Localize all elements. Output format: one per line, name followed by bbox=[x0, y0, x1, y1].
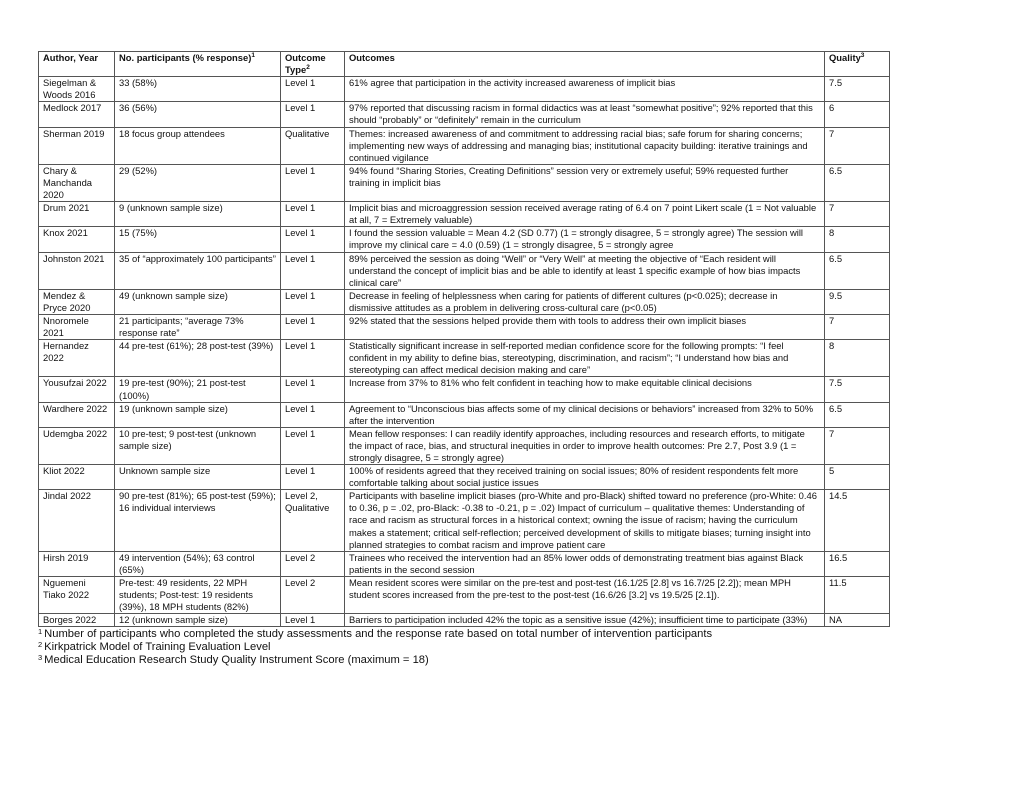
header-outcome-type: Outcome Type$^2$ bbox=[281, 52, 345, 77]
table-row bbox=[39, 427, 890, 464]
cell-quality: 11.5 bbox=[825, 576, 890, 613]
cell-participants: 35 of “approximately 100 participants” bbox=[115, 252, 281, 289]
table-row bbox=[39, 576, 890, 613]
cell-outcome-type: Level 1 bbox=[281, 252, 345, 289]
cell-outcomes: Agreement to “Unconscious bias affects some of my clinical decisions or behaviors” increased from 32% to 50% after the intervention bbox=[345, 402, 825, 427]
cell-quality: 6.5 bbox=[825, 402, 890, 427]
cell-quality: 7 bbox=[825, 314, 890, 339]
cell-outcomes: Barriers to participation included 42% the topic as a sensitive issue (42%); insufficient time to participate (33%) bbox=[345, 614, 825, 627]
header-author-year: Author, Year bbox=[39, 52, 115, 77]
cell-author-year: Medlock 2017 bbox=[39, 102, 115, 127]
cell-outcome-type: Level 1 bbox=[281, 340, 345, 377]
table-row bbox=[39, 377, 890, 402]
cell-outcomes: 97% reported that discussing racism in formal didactics was at least “somewhat positive”; 92% reported that this should “probably” or “definitely” remain in the curriculum bbox=[345, 102, 825, 127]
cell-participants: 19 pre-test (90%); 21 post-test (100%) bbox=[115, 377, 281, 402]
table-row bbox=[39, 289, 890, 314]
cell-outcomes: 61% agree that participation in the activity increased awareness of implicit bias bbox=[345, 77, 825, 102]
cell-participants: 18 focus group attendees bbox=[115, 127, 281, 164]
table-row bbox=[39, 340, 890, 377]
table-row bbox=[39, 77, 890, 102]
cell-participants: 90 pre-test (81%); 65 post-test (59%); 16 individual interviews bbox=[115, 490, 281, 551]
cell-outcome-type: Level 1 bbox=[281, 427, 345, 464]
cell-participants: 12 (unknown sample size) bbox=[115, 614, 281, 627]
cell-outcome-type: Level 1 bbox=[281, 402, 345, 427]
cell-quality: 7 bbox=[825, 427, 890, 464]
table-row bbox=[39, 402, 890, 427]
cell-author-year: Johnston 2021 bbox=[39, 252, 115, 289]
cell-outcomes: Implicit bias and microaggression session received average rating of 6.4 on 7 point Likert scale (1 = Not valuable at all, 7 = Extremely valuable) bbox=[345, 202, 825, 227]
table-row bbox=[39, 202, 890, 227]
cell-author-year: Nnoromele 2021 bbox=[39, 314, 115, 339]
cell-outcomes: Decrease in feeling of helplessness when caring for patients of different cultures (p<0.025); decrease in dismissive attitudes as a problem in delivering cross-cultural care (p<0.05) bbox=[345, 289, 825, 314]
table-header-row bbox=[39, 52, 890, 77]
cell-outcomes: Mean resident scores were similar on the pre-test and post-test (16.1/25 [2.8] vs 16.7/25 [2.2]); mean MPH student scores increased from the pre-test to the post-test (16.6/26 [3.2] vs 19.5/25 [2.1]). bbox=[345, 576, 825, 613]
cell-author-year: Kliot 2022 bbox=[39, 465, 115, 490]
cell-quality: 5 bbox=[825, 465, 890, 490]
cell-outcome-type: Level 2, Qualitative bbox=[281, 490, 345, 551]
cell-author-year: Sherman 2019 bbox=[39, 127, 115, 164]
cell-outcomes: Themes: increased awareness of and commitment to addressing racial bias; safe forum for sharing concerns; implementing new ways of addressing and managing bias; institutional capacity building: iterative trainings and continued vigilance bbox=[345, 127, 825, 164]
cell-participants: 10 pre-test; 9 post-test (unknown sample size) bbox=[115, 427, 281, 464]
cell-outcome-type: Level 1 bbox=[281, 614, 345, 627]
cell-outcome-type: Level 1 bbox=[281, 289, 345, 314]
cell-quality: 7 bbox=[825, 202, 890, 227]
cell-outcome-type: Level 1 bbox=[281, 102, 345, 127]
footnotes bbox=[38, 628, 889, 667]
cell-outcomes: Increase from 37% to 81% who felt confident in teaching how to make equitable clinical decisions bbox=[345, 377, 825, 402]
cell-participants: 33 (58%) bbox=[115, 77, 281, 102]
header-participants: No. participants (% response)$^1$ bbox=[115, 52, 281, 77]
cell-author-year: Jindal 2022 bbox=[39, 490, 115, 551]
cell-quality: 9.5 bbox=[825, 289, 890, 314]
cell-author-year: Mendez & Pryce 2020 bbox=[39, 289, 115, 314]
cell-participants: Pre-test: 49 residents, 22 MPH students; Post-test: 19 residents (39%), 18 MPH students (82%) bbox=[115, 576, 281, 613]
cell-author-year: Nguemeni Tiako 2022 bbox=[39, 576, 115, 613]
cell-participants: 9 (unknown sample size) bbox=[115, 202, 281, 227]
cell-quality: 7 bbox=[825, 127, 890, 164]
cell-outcome-type: Level 1 bbox=[281, 314, 345, 339]
cell-outcomes: 94% found “Sharing Stories, Creating Definitions” session very or extremely useful; 59% requested further training in implicit bias bbox=[345, 164, 825, 201]
footnote: $^2$ Kirkpatrick Model of Training Evaluation Level bbox=[38, 640, 271, 654]
cell-participants: 19 (unknown sample size) bbox=[115, 402, 281, 427]
table-row bbox=[39, 227, 890, 252]
cell-quality: 14.5 bbox=[825, 490, 890, 551]
table-row bbox=[39, 252, 890, 289]
table-row bbox=[39, 614, 890, 627]
table-row bbox=[39, 465, 890, 490]
cell-outcomes: 92% stated that the sessions helped provide them with tools to address their own implicit biases bbox=[345, 314, 825, 339]
cell-participants: 21 participants; “average 73% response rate” bbox=[115, 314, 281, 339]
cell-outcomes: Statistically significant increase in self-reported median confidence score for the following prompts: “I feel confident in my ability to define bias, stereotyping, discrimination, and racism”; “I understand how bias and stereotyping can affect medical decision making and care” bbox=[345, 340, 825, 377]
cell-outcome-type: Level 1 bbox=[281, 227, 345, 252]
cell-outcomes: Trainees who received the intervention had an 85% lower odds of demonstrating treatment bias against Black patients in the second session bbox=[345, 551, 825, 576]
cell-quality: 8 bbox=[825, 227, 890, 252]
footnote: $^3$ Medical Education Research Study Quality Instrument Score (maximum = 18) bbox=[38, 653, 429, 667]
table-row bbox=[39, 551, 890, 576]
cell-author-year: Hernandez 2022 bbox=[39, 340, 115, 377]
cell-outcome-type: Level 1 bbox=[281, 377, 345, 402]
cell-participants: 49 (unknown sample size) bbox=[115, 289, 281, 314]
cell-author-year: Knox 2021 bbox=[39, 227, 115, 252]
cell-outcome-type: Level 1 bbox=[281, 202, 345, 227]
header-outcomes: Outcomes bbox=[345, 52, 825, 77]
cell-quality: 6.5 bbox=[825, 252, 890, 289]
cell-author-year: Borges 2022 bbox=[39, 614, 115, 627]
cell-author-year: Yousufzai 2022 bbox=[39, 377, 115, 402]
document-page bbox=[38, 51, 889, 667]
cell-quality: NA bbox=[825, 614, 890, 627]
cell-author-year: Udemgba 2022 bbox=[39, 427, 115, 464]
cell-quality: 7.5 bbox=[825, 377, 890, 402]
cell-outcome-type: Level 1 bbox=[281, 465, 345, 490]
cell-participants: 36 (56%) bbox=[115, 102, 281, 127]
cell-outcomes: Participants with baseline implicit biases (pro-White and pro-Black) shifted toward no preference (pro-White: 0.46 to 0.36, p = .02, pro-Black: -0.38 to -0.21, p = .02) Impact of curriculum – qualitative themes: Understanding of race and racism as structural forces in a historical context; owning the issue of racism; having the curriculum makes a statement; critical self-reflection; perceived development of skills to mitigate biases; turning insight into planned strategies to combat racism and improve patient care bbox=[345, 490, 825, 551]
cell-quality: 6.5 bbox=[825, 164, 890, 201]
cell-author-year: Chary & Manchanda 2020 bbox=[39, 164, 115, 201]
cell-outcome-type: Qualitative bbox=[281, 127, 345, 164]
cell-outcome-type: Level 1 bbox=[281, 164, 345, 201]
table-row bbox=[39, 164, 890, 201]
cell-outcomes: Mean fellow responses: I can readily identify approaches, including resources and research efforts, to mitigate the impact of race, bias, and structural inequities in order to improve health outcomes: Pre 2.7, Post 3.9 (1 = strongly disagree, 5 = strongly agree) bbox=[345, 427, 825, 464]
cell-outcome-type: Level 2 bbox=[281, 551, 345, 576]
cell-quality: 6 bbox=[825, 102, 890, 127]
cell-outcome-type: Level 2 bbox=[281, 576, 345, 613]
cell-author-year: Wardhere 2022 bbox=[39, 402, 115, 427]
cell-outcomes: 89% perceived the session as doing “Well” or “Very Well” at meeting the objective of “Each resident will understand the concept of implicit bias and be able to identify at least 1 specific example of how bias impacts clinical care” bbox=[345, 252, 825, 289]
header-quality: Quality$^3$ bbox=[825, 52, 890, 77]
footnote: $^1$ Number of participants who completed the study assessments and the response rate based on total number of intervention participants bbox=[38, 627, 713, 641]
cell-outcomes: I found the session valuable = Mean 4.2 (SD 0.77) (1 = strongly disagree, 5 = strongly agree) The session will improve my clinical care = 4.0 (0.59) (1 = strongly disagree, 5 = strongly agree bbox=[345, 227, 825, 252]
cell-participants: 49 intervention (54%); 63 control (65%) bbox=[115, 551, 281, 576]
cell-quality: 7.5 bbox=[825, 77, 890, 102]
cell-participants: 44 pre-test (61%); 28 post-test (39%) bbox=[115, 340, 281, 377]
table-row bbox=[39, 490, 890, 551]
outcomes-table bbox=[38, 51, 890, 627]
table-row bbox=[39, 314, 890, 339]
cell-participants: 29 (52%) bbox=[115, 164, 281, 201]
cell-quality: 16.5 bbox=[825, 551, 890, 576]
cell-outcome-type: Level 1 bbox=[281, 77, 345, 102]
cell-participants: Unknown sample size bbox=[115, 465, 281, 490]
table-row bbox=[39, 102, 890, 127]
cell-quality: 8 bbox=[825, 340, 890, 377]
cell-author-year: Hirsh 2019 bbox=[39, 551, 115, 576]
cell-participants: 15 (75%) bbox=[115, 227, 281, 252]
cell-author-year: Siegelman & Woods 2016 bbox=[39, 77, 115, 102]
cell-author-year: Drum 2021 bbox=[39, 202, 115, 227]
cell-outcomes: 100% of residents agreed that they received training on social issues; 80% of resident respondents felt more comfortable talking about social justice issues bbox=[345, 465, 825, 490]
table-row bbox=[39, 127, 890, 164]
